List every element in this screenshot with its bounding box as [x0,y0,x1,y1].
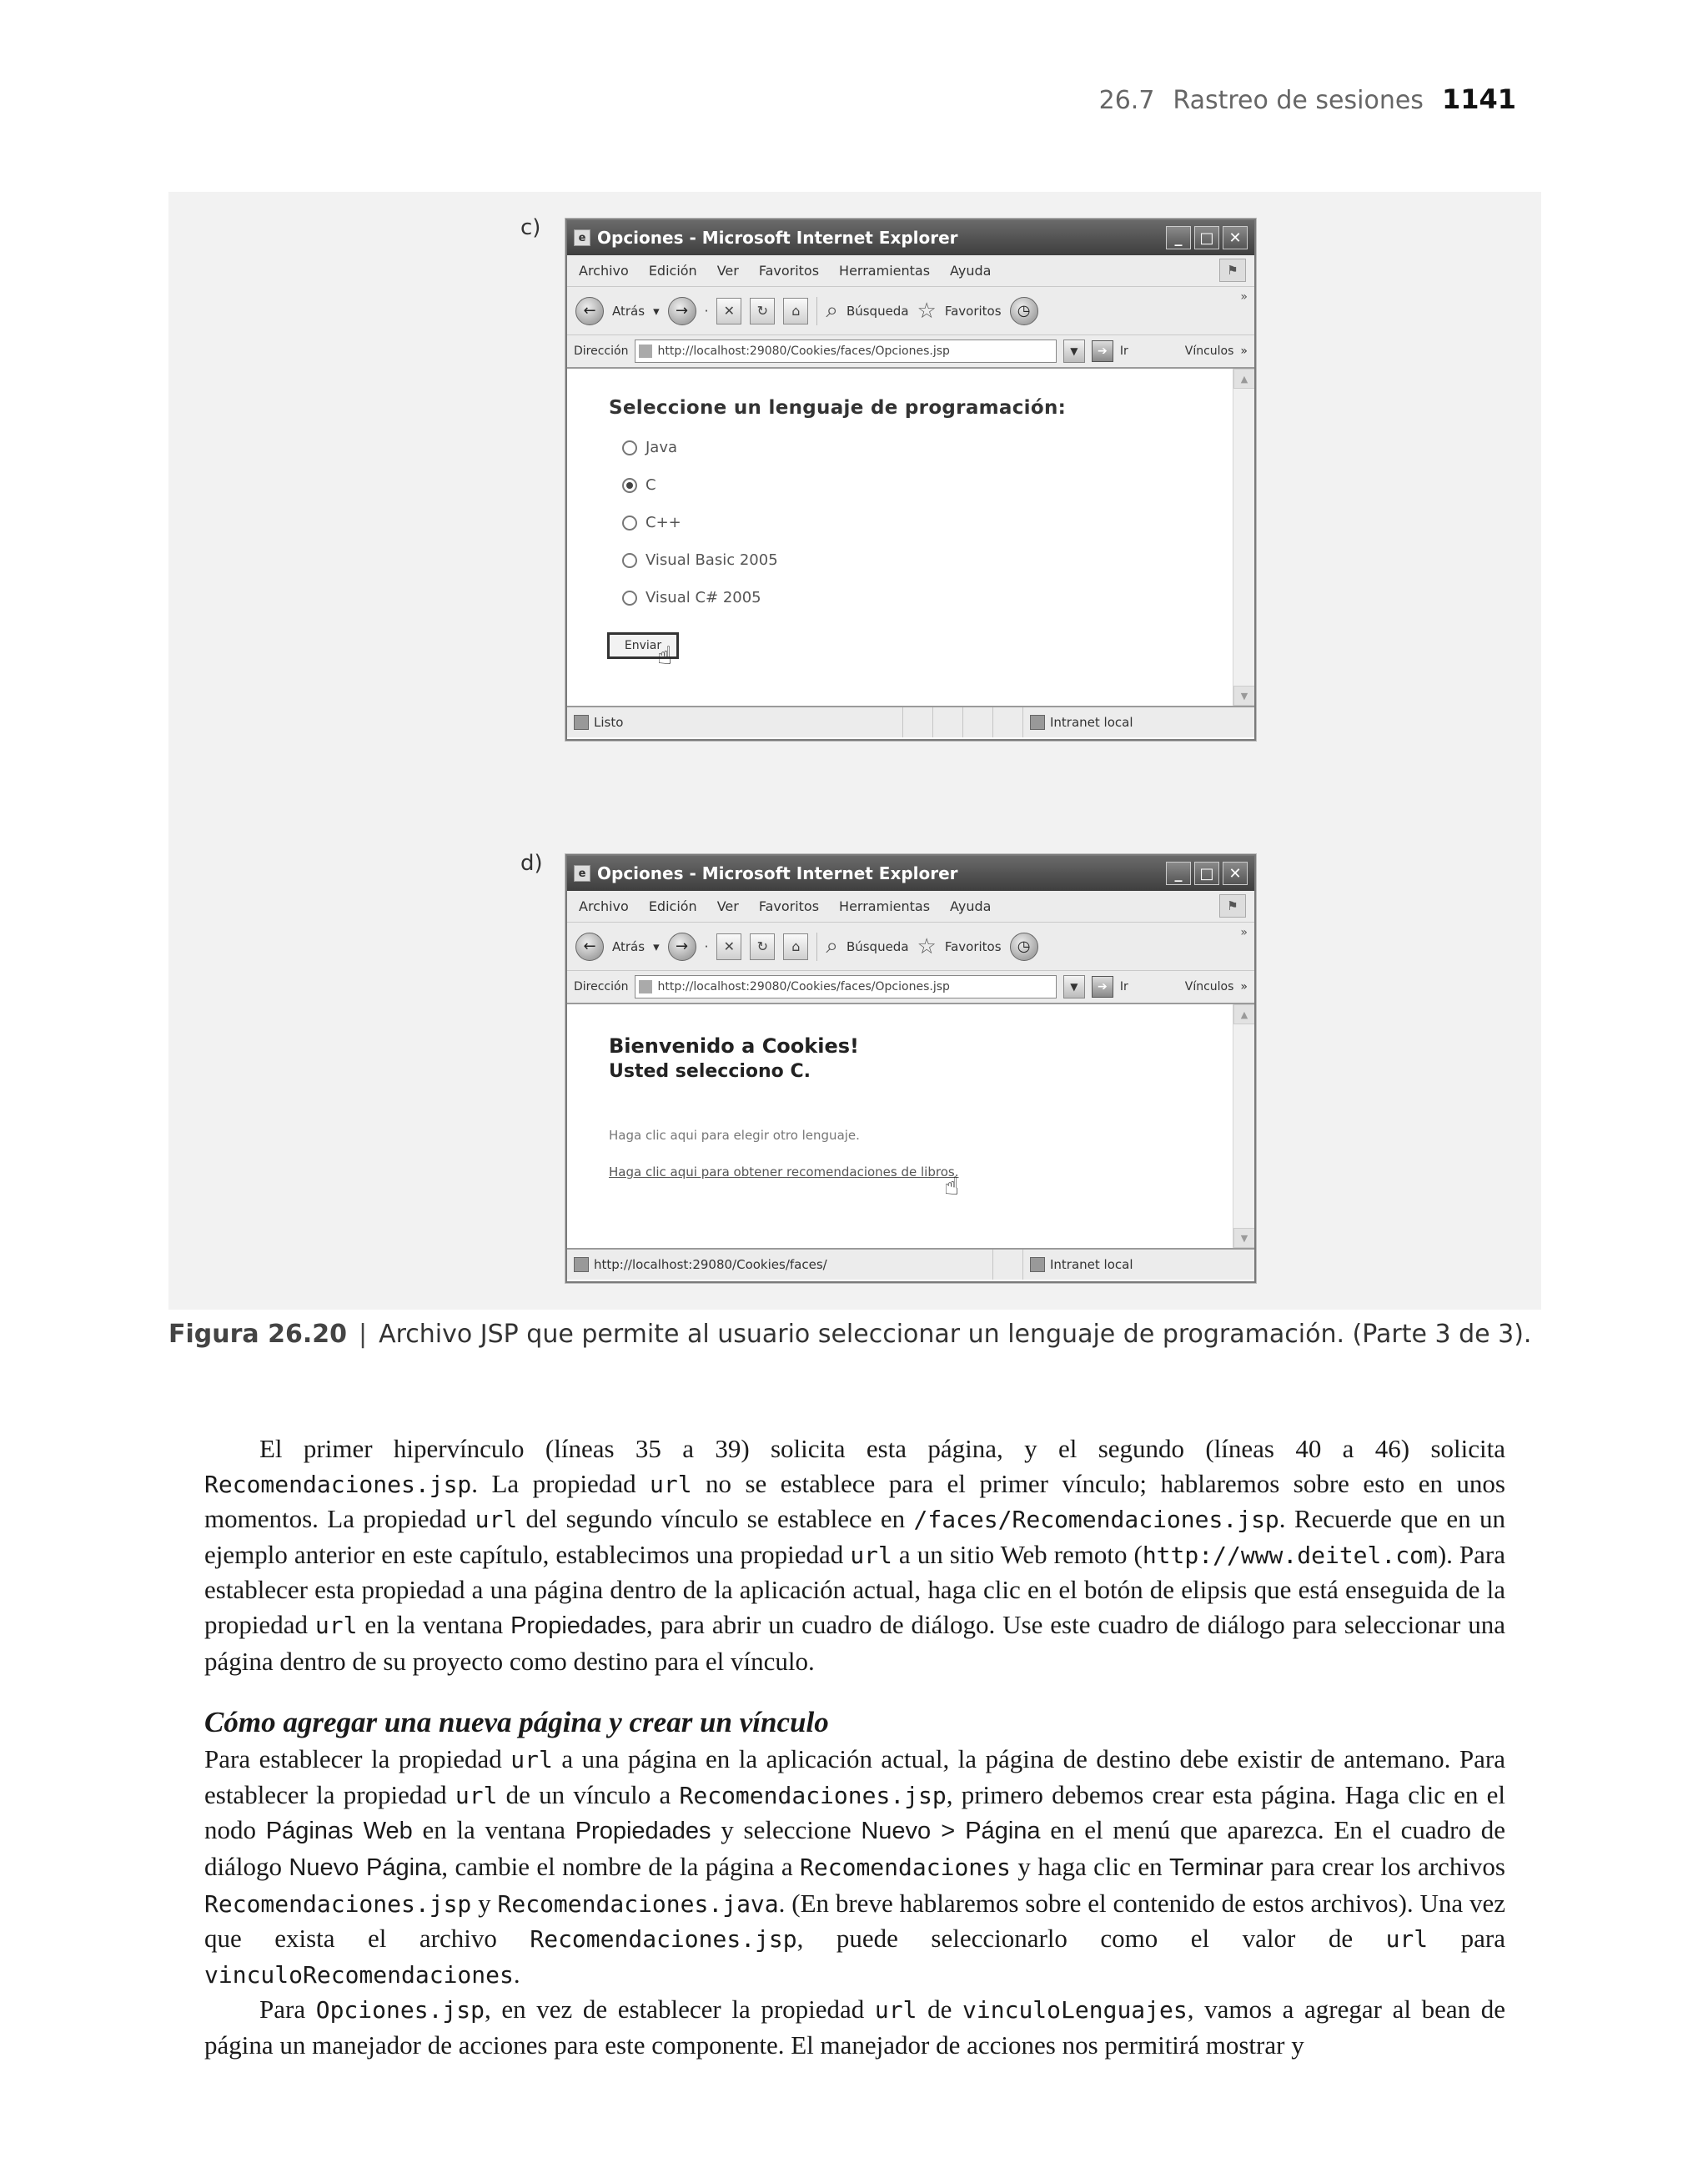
address-input[interactable] [635,340,1056,363]
browser-window-d [565,854,1256,1283]
menu-ver[interactable]: Ver [716,898,739,914]
radio-label: C [646,476,656,494]
radio-option-cpp[interactable] [622,514,681,531]
menu-herramientas[interactable]: Herramientas [839,898,931,914]
address-bar [567,335,1254,369]
text-run: El primer hipervínculo (líneas 35 a 39) solicita esta página, y el segundo (líneas 40 a 46) solicita [259,1434,1505,1463]
ui-term-run: Nuevo > Página [861,1818,1041,1845]
refresh-icon[interactable]: ↻ [750,298,775,324]
zone-text: Intranet local [1050,715,1133,730]
text-run: , puede seleccionarlo como el valor de [796,1924,1386,1954]
text-run: en la ventana [357,1609,511,1639]
status-text: Listo [594,715,624,730]
favorites-star-icon[interactable]: ☆ [917,933,937,959]
radio-button-selected[interactable] [622,478,637,493]
windows-logo-icon: ⚑ [1219,259,1246,282]
back-dropdown-icon[interactable]: ▾ [653,938,660,954]
text-run: ). Para establecer esta propiedad a una página dentro de la aplicación actual, haga clic en el botón de elipsis que está enseguida de la propiedad [204,1539,1506,1639]
links-overflow-icon[interactable]: » [1240,345,1248,358]
toolbar-overflow-icon[interactable]: » [1240,290,1248,304]
favorites-star-icon[interactable]: ☆ [917,298,937,324]
text-run: para [1428,1924,1505,1954]
radio-option-csharp[interactable] [622,589,761,606]
text-run: no se establece para el primer vínculo; hablaremos sobre esto en unos momentos. La propiedad [204,1468,1505,1534]
menu-ver[interactable]: Ver [716,263,739,279]
submit-button[interactable]: Enviar [607,632,679,659]
menu-bar [567,255,1254,287]
links-overflow-icon[interactable]: » [1240,980,1248,993]
language-prompt: Seleccione un lenguaje de programación: [609,397,1067,419]
status-cell [992,1250,1022,1280]
menu-favoritos[interactable]: Favoritos [758,263,820,279]
hand-cursor-icon: ☝ [657,641,673,671]
hand-cursor-icon: ☝ [944,1172,960,1201]
minimize-button[interactable]: _ [1166,862,1191,885]
status-cell [932,707,962,737]
text-run: , vamos a agregar al bean de página un manejador de acciones para este componente. El manejador de acciones nos permitirá mostrar y [204,1994,1505,2060]
code-run: url [874,1996,917,2025]
radio-button[interactable] [622,440,637,455]
toolbar-separator [816,933,817,961]
history-icon[interactable]: ◷ [1010,933,1038,961]
text-run: , para abrir un cuadro de diálogo. Use este cuadro de diálogo para seleccionar una página dentro de su proyecto como destino para el vínculo. [204,1609,1505,1676]
running-head [1099,83,1516,115]
text-run: Para [259,1994,316,2025]
status-cells [902,707,1248,737]
text-run: y [471,1888,498,1918]
code-run: url [510,1746,553,1774]
favorites-label[interactable]: Favoritos [944,938,1002,954]
text-run: y seleccione [711,1815,862,1845]
code-run: url [850,1541,892,1569]
intranet-icon [1030,1257,1045,1272]
code-run: /faces/Recomendaciones.jsp [913,1506,1279,1534]
back-label[interactable]: Atrás [612,303,646,319]
toolbar-separator [816,297,817,325]
text-run: del segundo vínculo se establece en [517,1504,914,1534]
body-text [204,1431,1505,2063]
vertical-scrollbar[interactable] [1233,369,1254,706]
text-run: a un sitio Web remoto ( [892,1539,1143,1569]
close-button[interactable]: ✕ [1223,862,1248,885]
text-run: . La propiedad [471,1468,651,1498]
code-run: Recomendaciones [800,1853,1011,1881]
page-icon [639,345,652,358]
languages-link[interactable]: Haga clic aqui para elegir otro lenguaje. [609,1128,860,1143]
go-arrow-icon[interactable]: ➔ [1092,976,1113,998]
close-button[interactable]: ✕ [1223,226,1248,249]
code-run: Recomendaciones.jsp [204,1470,472,1498]
page-number: 1141 [1441,83,1516,115]
page-icon [639,980,652,993]
scroll-up-icon[interactable]: ▲ [1233,369,1255,389]
status-bar [567,1250,1254,1280]
text-run: de [917,1994,963,2025]
search-label[interactable]: Búsqueda [846,303,909,319]
maximize-button[interactable]: □ [1194,226,1219,249]
text-run: . [513,1959,520,1989]
search-icon[interactable]: ⌕ [826,933,838,958]
address-label: Dirección [574,345,629,358]
browser-window-c [565,219,1256,741]
address-dropdown-icon[interactable]: ▼ [1063,340,1085,363]
page-viewport [567,1004,1254,1250]
selection-message: Usted selecciono C. [609,1061,811,1082]
forward-arrow-icon[interactable]: → [668,297,696,325]
go-arrow-icon[interactable]: ➔ [1092,340,1113,362]
menu-archivo[interactable]: Archivo [579,263,629,279]
text-run: . (En breve hablaremos sobre el contenido de estos archivos). Una vez que exista el archivo [204,1888,1505,1954]
code-run: Recomendaciones.java [497,1889,779,1918]
scroll-down-icon[interactable]: ▼ [1233,686,1255,706]
code-run: url [475,1506,518,1534]
menu-edicion[interactable]: Edición [648,898,697,914]
ui-term-run: Propiedades [575,1818,711,1845]
status-cell [992,707,1022,737]
stop-icon[interactable]: ✕ [716,933,741,960]
ui-term-run: Páginas Web [265,1818,413,1845]
title-bar [567,220,1254,255]
code-run: vinculoLenguajes [962,1996,1188,2025]
back-arrow-icon[interactable]: ← [575,933,604,961]
section-number: 26.7 [1098,86,1155,115]
section-title: Rastreo de sesiones [1173,86,1424,115]
text-run: y haga clic en [1010,1851,1170,1881]
code-run: Recomendaciones.jsp [679,1781,947,1809]
favorites-label[interactable]: Favoritos [944,303,1002,319]
paragraph-1 [204,1431,1505,1678]
minimize-button[interactable]: _ [1166,226,1191,249]
menu-favoritos[interactable]: Favoritos [758,898,820,914]
scroll-down-icon[interactable]: ▼ [1233,1228,1255,1248]
title-bar [567,856,1254,891]
code-run: url [1385,1925,1429,1954]
recommendations-link[interactable]: Haga clic aqui para obtener recomendaciones de libros. [609,1164,959,1180]
address-url: http://localhost:29080/Cookies/faces/Opciones.jsp [657,345,950,358]
zone-text: Intranet local [1050,1257,1133,1272]
text-run: , primero debemos crear esta página. Haga clic en el nodo [204,1779,1505,1845]
stop-icon[interactable]: ✕ [716,298,741,324]
text-run: , cambie el nombre de la página a [441,1851,801,1881]
maximize-button[interactable]: □ [1194,862,1219,885]
figure-panel [168,192,1541,1310]
windows-logo-icon: ⚑ [1219,894,1246,918]
page-status-icon [574,1257,589,1272]
status-cell [962,707,992,737]
ie-icon: e [574,229,590,246]
vertical-scrollbar[interactable] [1233,1004,1254,1248]
toolbar-overflow-icon[interactable]: » [1240,926,1248,939]
menu-archivo[interactable]: Archivo [579,898,629,914]
forward-dropdown-icon[interactable]: · [704,303,709,319]
go-label[interactable]: Ir [1119,345,1128,358]
caption-separator: | [358,1320,368,1349]
code-run: http://www.deitel.com [1142,1541,1438,1569]
text-run: , en vez de establecer la propiedad [485,1994,875,2025]
code-run: url [455,1781,498,1809]
window-title: Opciones - Microsoft Internet Explorer [597,863,958,883]
status-cells [992,1250,1248,1280]
links-label[interactable]: Vínculos [1184,980,1234,993]
menu-ayuda[interactable]: Ayuda [950,898,992,914]
caption-text: Archivo JSP que permite al usuario seleccionar un lenguaje de programación. (Parte 3 de 3). [379,1320,1532,1349]
window-title: Opciones - Microsoft Internet Explorer [597,228,958,248]
refresh-icon[interactable]: ↻ [750,933,775,960]
radio-button[interactable] [622,553,637,568]
text-run: en la ventana [412,1815,575,1845]
radio-button[interactable] [622,516,637,531]
text-run: . Recuerde que en un ejemplo anterior en este capítulo, establecimos una propiedad [204,1504,1505,1569]
ui-term-run: Propiedades [510,1612,646,1639]
code-run: url [314,1611,358,1639]
status-cell [902,707,932,737]
address-label: Dirección [574,980,629,993]
text-run: de un vínculo a [497,1779,680,1809]
toolbar [567,923,1254,971]
forward-dropdown-icon[interactable]: · [704,938,709,954]
home-icon[interactable]: ⌂ [783,298,808,324]
text-run: en el menú que aparezca. En el cuadro de diálogo [204,1815,1505,1881]
text-run: para crear los archivos [1263,1851,1505,1881]
ie-icon: e [574,865,590,882]
forward-arrow-icon[interactable]: → [668,933,696,961]
radio-label: Java [646,439,678,456]
status-bar [567,707,1254,737]
radio-label: Visual C# 2005 [646,589,761,606]
code-run: Opciones.jsp [315,1996,485,2025]
status-text: http://localhost:29080/Cookies/faces/ [594,1257,827,1272]
back-label[interactable]: Atrás [612,938,646,954]
panel-label-d: d) [520,851,543,876]
radio-button[interactable] [622,591,637,606]
code-run: url [650,1470,692,1498]
code-run: Recomendaciones.jsp [204,1889,472,1918]
menu-edicion[interactable]: Edición [648,263,697,279]
back-dropdown-icon[interactable]: ▾ [653,303,660,319]
menu-bar [567,891,1254,923]
toolbar [567,287,1254,335]
scroll-up-icon[interactable]: ▲ [1233,1004,1255,1024]
panel-label-c: c) [520,215,541,240]
paragraph-2 [204,1742,1505,1992]
address-input[interactable] [635,975,1056,998]
search-icon[interactable]: ⌕ [826,298,838,323]
radio-option-c[interactable] [622,476,656,494]
radio-label: Visual Basic 2005 [646,551,778,569]
go-label[interactable]: Ir [1119,980,1128,993]
subheading: Cómo agregar una nueva página y crear un vínculo [204,1706,829,1739]
back-arrow-icon[interactable]: ← [575,297,604,325]
ui-term-run: Terminar [1169,1854,1263,1881]
figure-number: Figura 26.20 [168,1320,347,1349]
code-run: vinculoRecomendaciones [204,1960,514,1989]
home-icon[interactable]: ⌂ [783,933,808,960]
address-dropdown-icon[interactable]: ▼ [1063,975,1085,998]
history-icon[interactable]: ◷ [1010,297,1038,325]
code-run: Recomendaciones.jsp [530,1925,797,1954]
ui-term-run: Nuevo Página [289,1854,442,1881]
page-viewport [567,369,1254,707]
menu-herramientas[interactable]: Herramientas [839,263,931,279]
radio-label: C++ [646,514,681,531]
links-label[interactable]: Vínculos [1184,345,1234,358]
figure-caption [168,1320,1531,1349]
address-url: http://localhost:29080/Cookies/faces/Opciones.jsp [657,980,950,993]
page-status-icon [574,715,589,730]
welcome-heading: Bienvenido a Cookies! [609,1034,859,1058]
intranet-icon [1030,715,1045,730]
address-bar [567,971,1254,1004]
radio-option-vb[interactable] [622,551,778,569]
radio-option-java[interactable] [622,439,677,456]
text-run: a una página en la aplicación actual, la página de destino debe existir de antemano. Para establecer la propiedad [204,1744,1505,1809]
search-label[interactable]: Búsqueda [846,938,909,954]
menu-ayuda[interactable]: Ayuda [950,263,992,279]
zone-indicator [1022,707,1248,737]
text-run: Para establecer la propiedad [204,1744,511,1774]
zone-indicator [1022,1250,1248,1280]
paragraph-3 [204,1992,1505,2062]
